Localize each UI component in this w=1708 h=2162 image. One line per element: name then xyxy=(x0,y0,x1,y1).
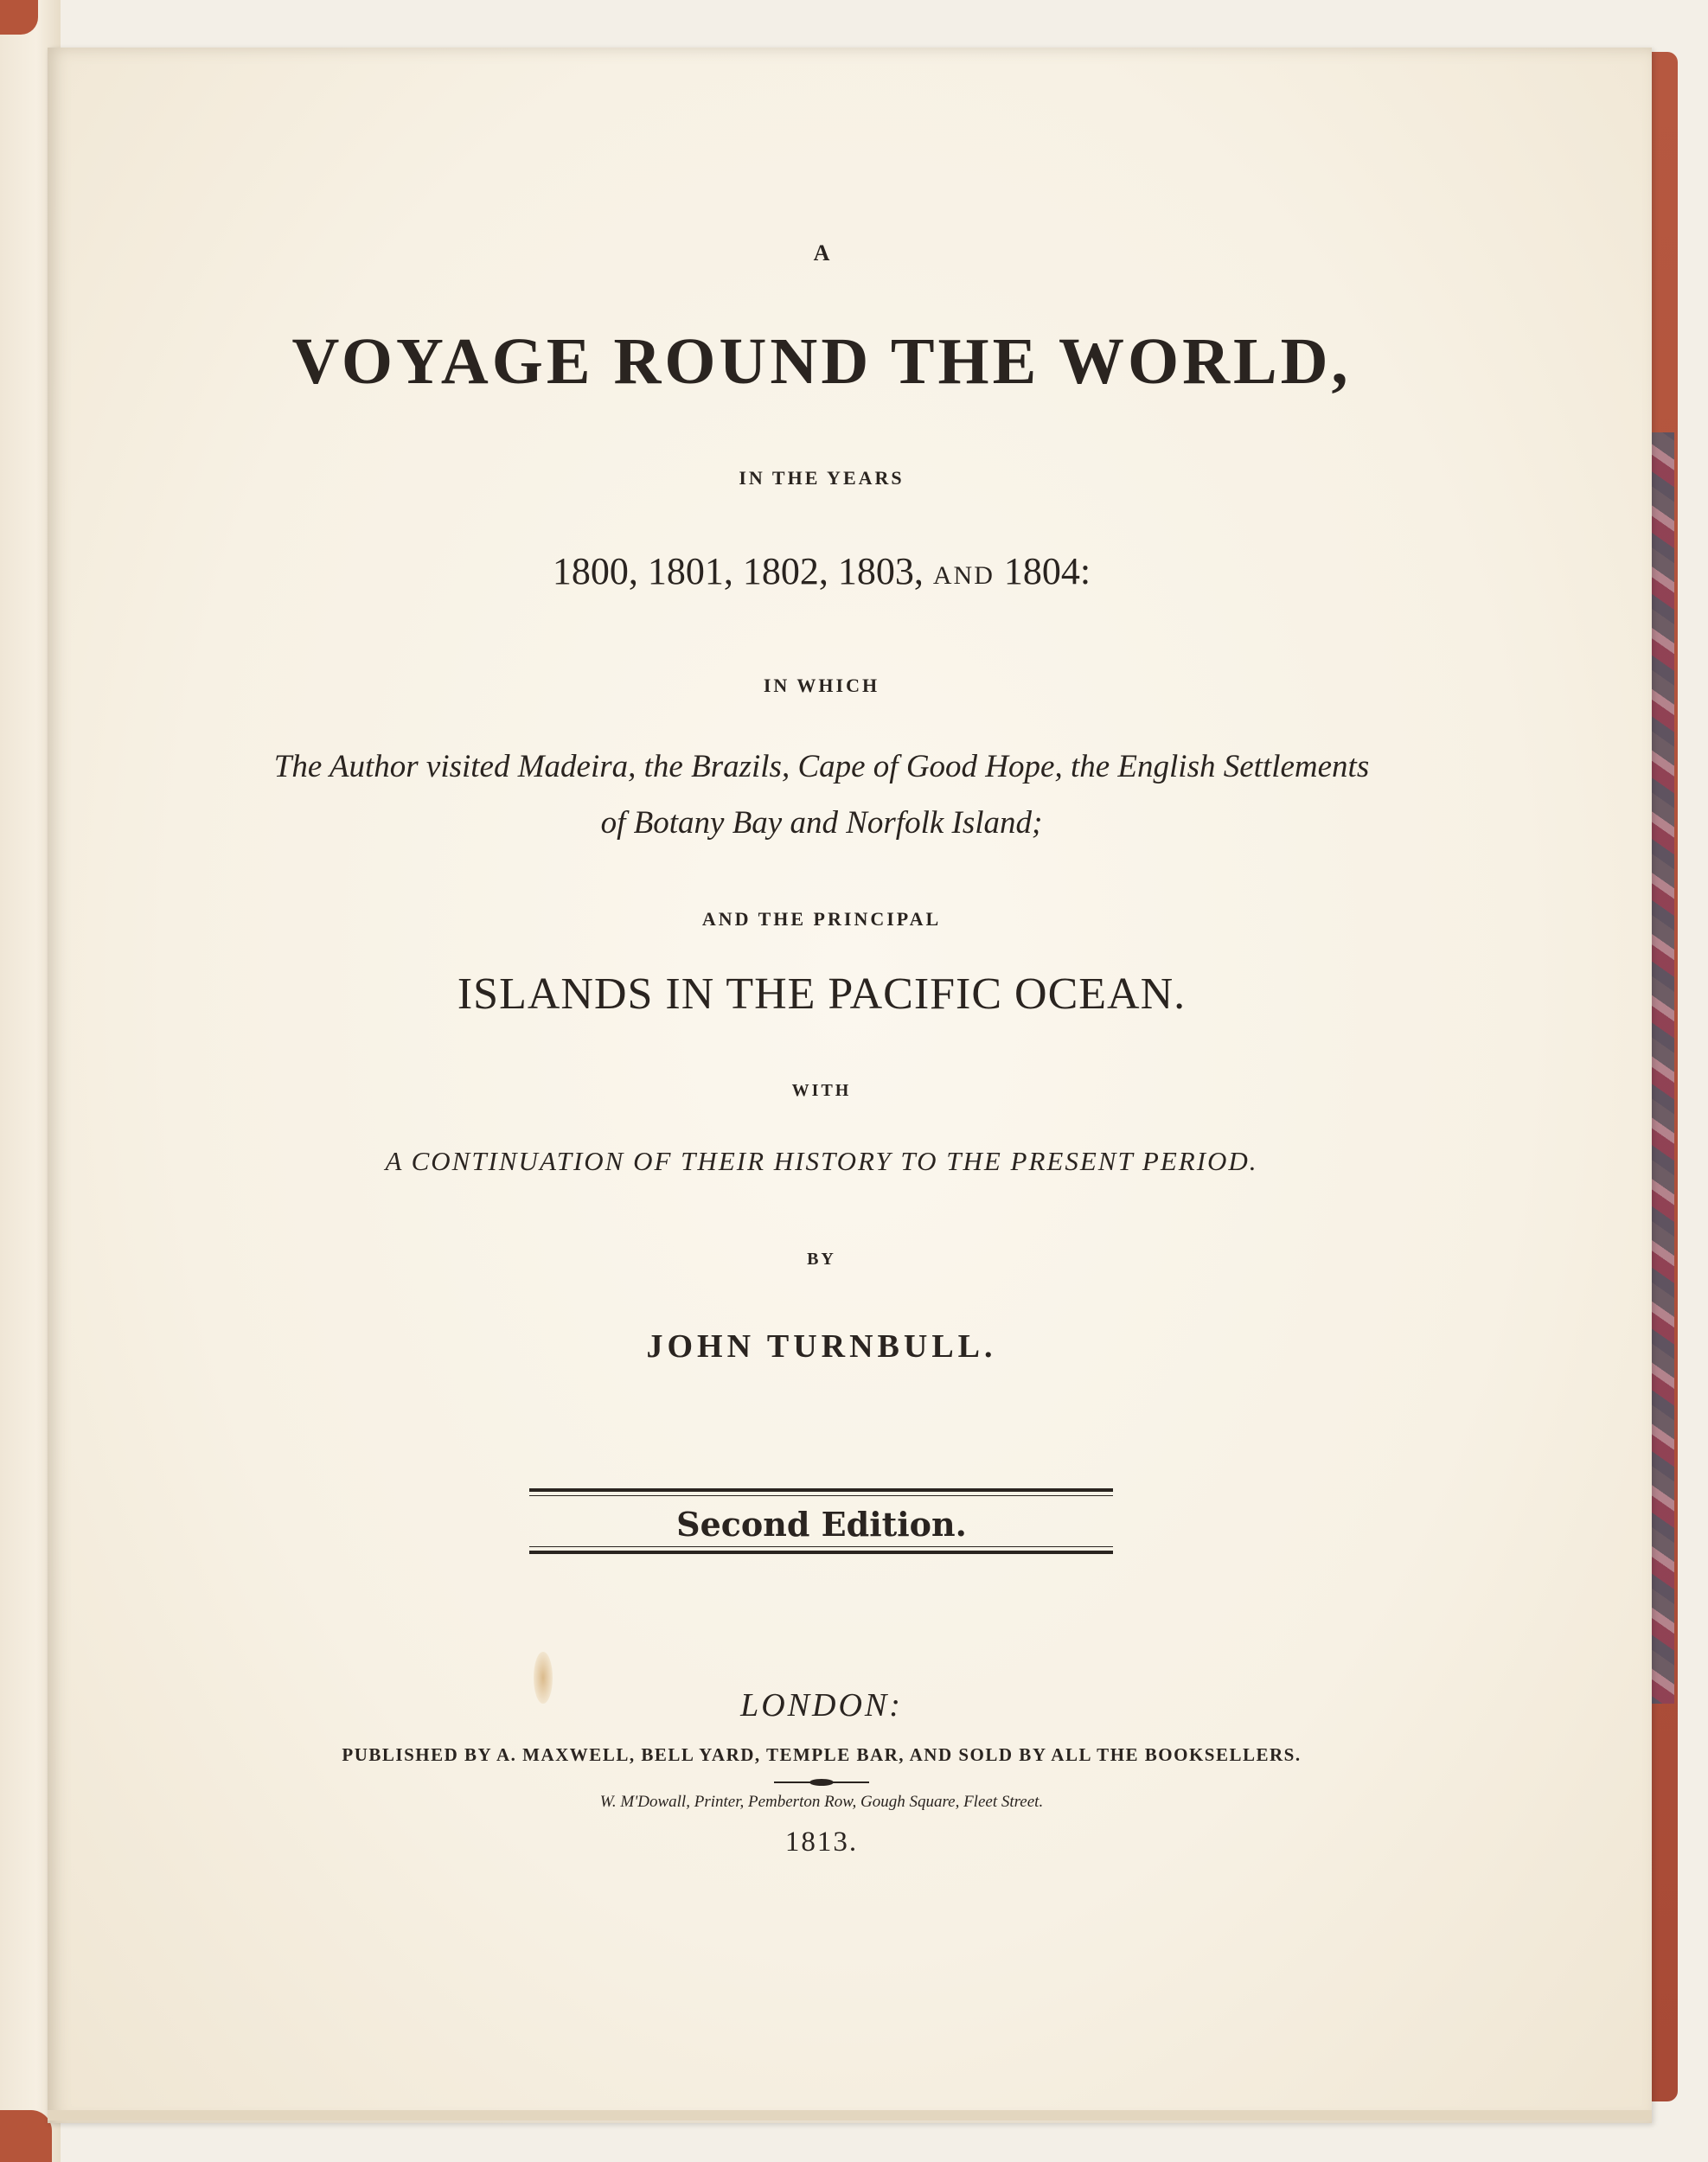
edition-rule-top-thin xyxy=(529,1495,1113,1496)
edition-rule-bottom-thin xyxy=(529,1546,1113,1547)
edition-label: Second Edition. xyxy=(676,1505,967,1544)
islands-heading: ISLANDS IN THE PACIFIC OCEAN. xyxy=(457,969,1187,1019)
with-label: WITH xyxy=(791,1081,852,1100)
years-main: 1800, 1801, 1802, 1803, xyxy=(552,550,924,592)
page-bottom-edge xyxy=(48,2110,1652,2120)
title-article: A xyxy=(813,240,830,265)
imprint-printer: W. M'Dowall, Printer, Pemberton Row, Gough Square, Fleet Street. xyxy=(599,1793,1044,1811)
by-label: BY xyxy=(807,1250,836,1269)
years-line xyxy=(173,549,1470,593)
author-name: JOHN TURNBULL. xyxy=(646,1328,997,1365)
binding-corner-bottom xyxy=(0,2110,52,2162)
edition-rule-bottom-thick xyxy=(529,1551,1113,1554)
imprint-year: 1813. xyxy=(784,1826,859,1858)
description-line-1: The Author visited Madeira, the Brazils, Cape of Good Hope, the English Settlements xyxy=(273,749,1370,784)
ornament-rule-icon xyxy=(774,1777,869,1788)
continuation-line: A CONTINUATION OF THEIR HISTORY TO THE PRESENT PERIOD. xyxy=(385,1146,1258,1176)
imprint-city: LONDON: xyxy=(740,1687,903,1724)
description-line-2: of Botany Bay and Norfolk Island; xyxy=(600,805,1043,841)
years-last: 1804: xyxy=(1003,550,1091,592)
binding-corner-top xyxy=(0,0,38,35)
edition-rule-top-thick xyxy=(529,1488,1113,1492)
years-and: AND xyxy=(932,561,995,590)
in-which: IN WHICH xyxy=(763,675,880,696)
and-the-principal: AND THE PRINCIPAL xyxy=(701,908,942,930)
years-intro: IN THE YEARS xyxy=(739,467,905,489)
main-title: VOYAGE ROUND THE WORLD, xyxy=(291,325,1352,398)
imprint-publisher: PUBLISHED BY A. MAXWELL, BELL YARD, TEMPLE BAR, AND SOLD BY ALL THE BOOKSELLERS. xyxy=(342,1744,1302,1765)
